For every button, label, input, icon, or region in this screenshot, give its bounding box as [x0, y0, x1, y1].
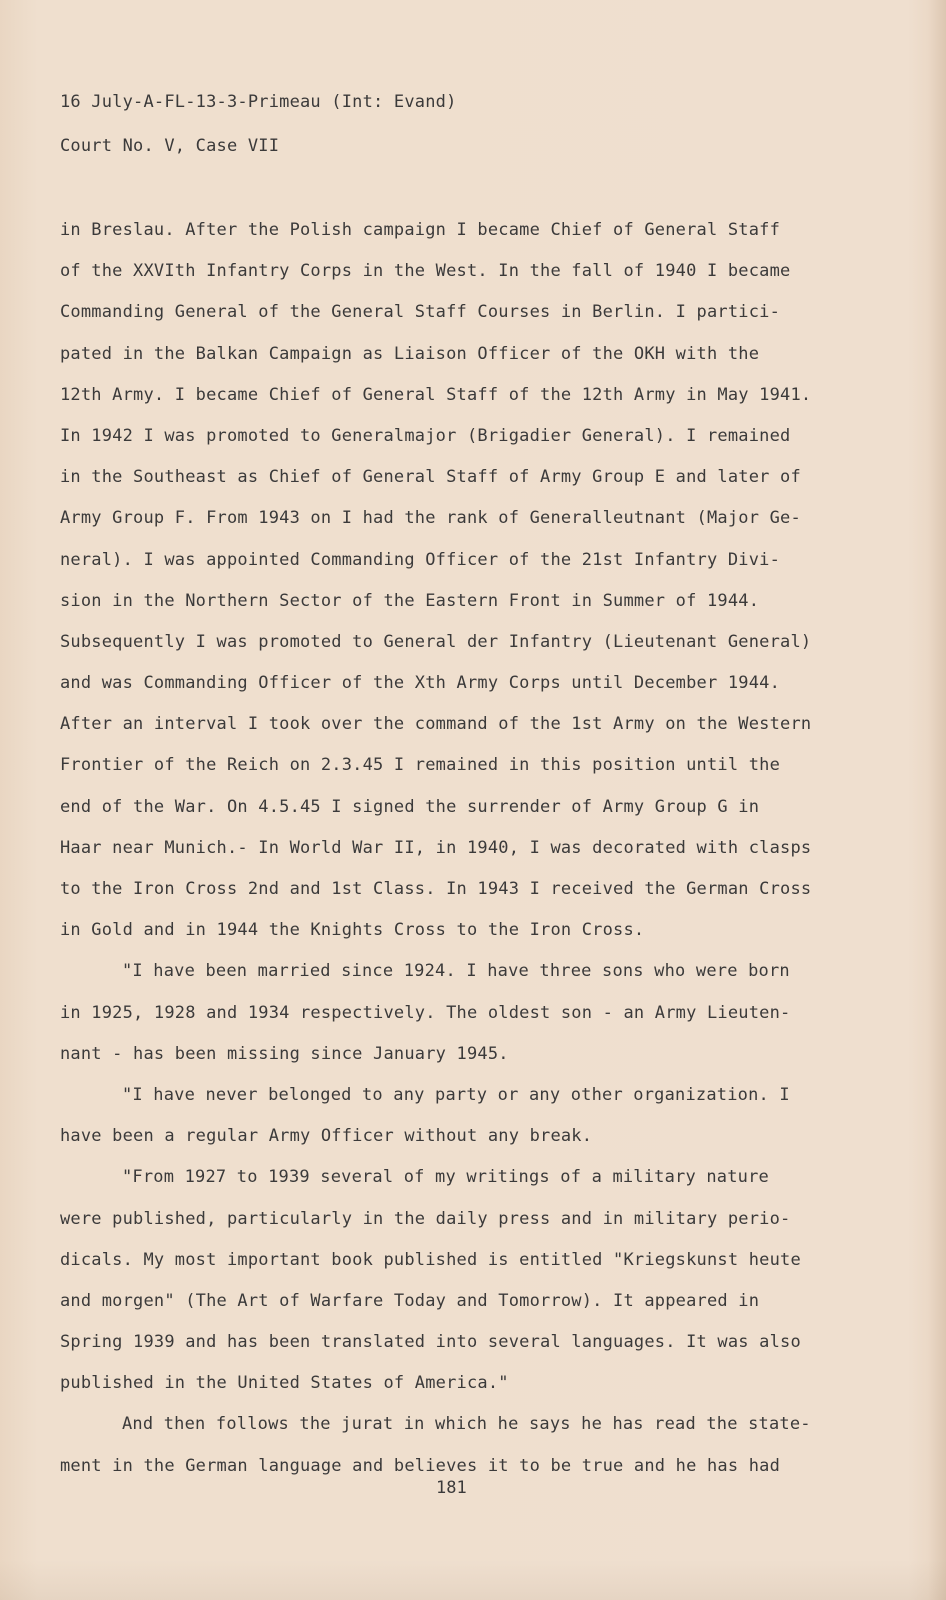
body-line: neral). I was appointed Commanding Officer of the 21st Infantry Divi- [60, 549, 781, 570]
body-line: Frontier of the Reich on 2.3.45 I remained in this position until the [60, 755, 781, 776]
body-line: and morgen" (The Art of Warfare Today and Tomorrow). It appeared in [60, 1290, 760, 1311]
court-case-heading: Court No. V, Case VII [60, 136, 280, 156]
body-line: dicals. My most important book published is entitled "Kriegskunst heute [60, 1249, 801, 1270]
body-line: pated in the Balkan Campaign as Liaison Officer of the OKH with the [60, 343, 760, 364]
page-edge-shadow [928, 0, 946, 1600]
body-line: in the Southeast as Chief of General Staff of Army Group E and later of [60, 467, 801, 488]
body-line: in Breslau. After the Polish campaign I became Chief of General Staff [60, 220, 781, 240]
body-line: And then follows the jurat in which he says he has read the state- [122, 1414, 811, 1435]
body-line: Subsequently I was promoted to General der Infantry (Lieutenant General) [60, 631, 812, 652]
body-line: "I have been married since 1924. I have three sons who were born [122, 961, 790, 982]
body-line: to the Iron Cross 2nd and 1st Class. In 1943 I received the German Cross [60, 879, 812, 899]
body-line: end of the War. On 4.5.45 I signed the surrender of Army Group G in [60, 796, 760, 817]
body-line: nant - has been missing since January 1945. [60, 1043, 509, 1064]
body-line: have been a regular Army Officer without any break. [60, 1126, 593, 1147]
body-line: published in the United States of America." [60, 1373, 509, 1394]
body-line: Spring 1939 and has been translated into several languages. It was also [60, 1332, 801, 1353]
body-line: sion in the Northern Sector of the Eastern Front in Summer of 1944. [60, 590, 760, 611]
document-reference: 16 July-A-FL-13-3-Primeau (Int: Evand) [60, 92, 457, 112]
body-line: were published, particularly in the daily press and in military perio- [60, 1208, 791, 1229]
body-line: of the XXVIth Infantry Corps in the West. In the fall of 1940 I became [60, 261, 791, 282]
body-line: "I have never belonged to any party or any other organization. I [122, 1084, 790, 1105]
body-line: and was Commanding Officer of the Xth Army Corps until December 1944. [60, 673, 781, 694]
body-line: Commanding General of the General Staff Courses in Berlin. I partici- [60, 302, 781, 323]
body-line: Haar near Munich.- In World War II, in 1940, I was decorated with clasps [60, 837, 812, 858]
body-line: 12th Army. I became Chief of General Staff of the 12th Army in May 1941. [60, 384, 812, 405]
transcript-body [60, 210, 840, 1487]
body-line: In 1942 I was promoted to Generalmajor (Brigadier General). I remained [60, 425, 791, 446]
page-number: 181 [436, 1478, 467, 1498]
body-line: After an interval I took over the command of the 1st Army on the Western [60, 714, 812, 735]
body-line: in 1925, 1928 and 1934 respectively. The oldest son - an Army Lieuten- [60, 1002, 791, 1023]
body-line: in Gold and in 1944 the Knights Cross to the Iron Cross. [60, 920, 645, 941]
body-line: ment in the German language and believes it to be true and he has had [60, 1455, 781, 1476]
body-line: "From 1927 to 1939 several of my writings of a military nature [122, 1167, 769, 1188]
page-bottom-shadow [0, 1560, 946, 1600]
body-line: Army Group F. From 1943 on I had the rank of Generalleutnant (Major Ge- [60, 508, 801, 529]
